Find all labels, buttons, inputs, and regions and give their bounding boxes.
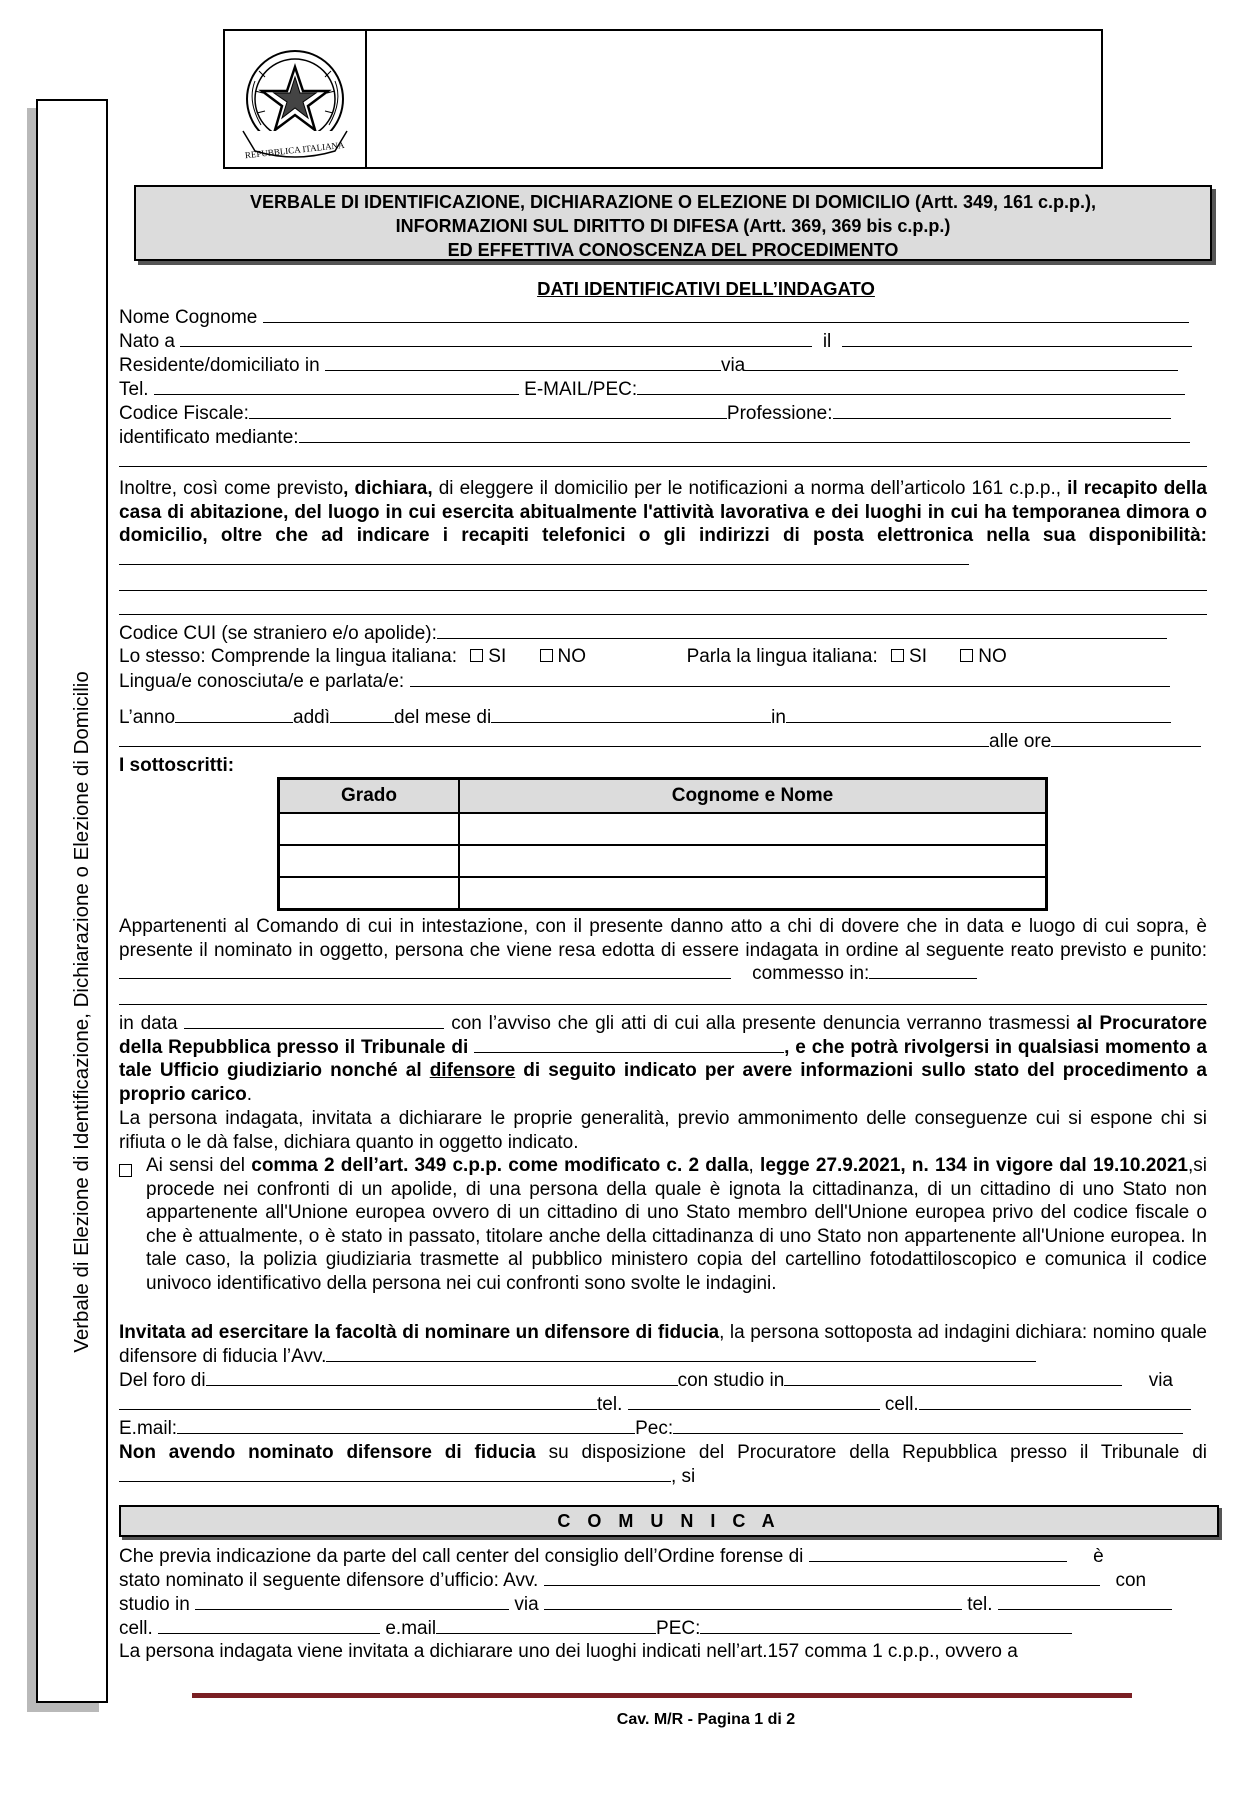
lingue-field[interactable] — [410, 670, 1170, 687]
non-nominato-paragraph: Non avendo nominato difensore di fiducia su disposizione del Procuratore della Repubblica presso il Tribunale di , si — [119, 1442, 1207, 1487]
via-tel-row: tel. cell. — [119, 1393, 1207, 1416]
studio-ufficio-field[interactable] — [195, 1593, 509, 1610]
email-field[interactable] — [637, 378, 1185, 395]
pec-ufficio-field[interactable] — [700, 1617, 1072, 1634]
col-grado: Grado — [279, 779, 460, 814]
nomina-paragraph: Invitata ad esercitare la facoltà di nominare un difensore di fiducia, la persona sottoposta ad indagini dichiara: nomino quale difensore di fiducia l’Avv. — [119, 1322, 1207, 1367]
blank-line — [119, 574, 1207, 597]
blank-line — [119, 988, 1207, 1011]
cf-field[interactable] — [249, 402, 727, 419]
comunica-row-3: studio in via tel. — [119, 1593, 1207, 1616]
header-box — [223, 29, 1103, 169]
document-title-box — [134, 185, 1212, 261]
domicilio-field[interactable] — [119, 548, 969, 565]
studio-field[interactable] — [784, 1369, 1122, 1386]
via-field[interactable] — [119, 1393, 597, 1410]
luogo-field[interactable] — [786, 706, 1171, 723]
data-avviso-field[interactable] — [184, 1012, 444, 1029]
blank-line — [119, 450, 1207, 473]
blank-line — [119, 598, 1207, 621]
comunica-row-4: cell. e.mail PEC: — [119, 1617, 1207, 1640]
identificato-field-2[interactable] — [119, 450, 1207, 467]
parla-no-checkbox[interactable] — [960, 649, 973, 662]
residente-via-field[interactable] — [745, 354, 1178, 371]
comunica-row-2: stato nominato il seguente difensore d’ufficio: Avv. con — [119, 1570, 1147, 1591]
via-ufficio-field[interactable] — [544, 1593, 962, 1610]
comunica-row-5: La persona indagata viene invitata a dichiarare uno dei luoghi indicati nell’art.157 comma 1 c.p.p., ovvero a — [119, 1641, 1018, 1662]
parla-si-checkbox[interactable] — [891, 649, 904, 662]
nome-row: Nome Cognome — [119, 306, 1207, 329]
nome-cell[interactable] — [459, 845, 1047, 877]
avv-fiducia-field[interactable] — [326, 1345, 1036, 1362]
emblem-cell — [225, 31, 367, 167]
reato-field[interactable] — [119, 962, 731, 979]
sottoscritti-table — [277, 777, 1048, 911]
tribunale-ufficio-field[interactable] — [119, 1465, 671, 1482]
tel-row: Tel. E-MAIL/PEC: — [119, 378, 1207, 401]
avviso-paragraph: in data con l’avviso che gli atti di cui alla presente denuncia verranno trasmessi al Procuratore della Repubblica presso il Tribunale di , e che potrà rivolgersi in qualsiasi momento a tale Ufficio giudiziario nonché al difensore di seguito indicato per avere informazioni sullo stato del procedimento a proprio carico. — [119, 1013, 1208, 1105]
email-pec-row: E.mail: Pec: — [119, 1417, 1207, 1440]
residente-field[interactable] — [325, 354, 721, 371]
commesso-field[interactable] — [869, 962, 977, 979]
nato-field[interactable] — [180, 330, 812, 347]
domicilio-field-2[interactable] — [119, 574, 1207, 591]
mese-field[interactable] — [491, 706, 771, 723]
comunica-heading: C O M U N I C A — [119, 1505, 1219, 1537]
cell-ufficio-field[interactable] — [158, 1617, 380, 1634]
footer-rule — [192, 1693, 1132, 1698]
ordine-field[interactable] — [809, 1545, 1067, 1562]
tribunale-field[interactable] — [474, 1036, 784, 1053]
sottoscritti-label: I sottoscritti: — [119, 755, 235, 776]
identificato-row: identificato mediante: — [119, 426, 1207, 449]
nato-il-field[interactable] — [842, 330, 1192, 347]
emblem-ribbon-text: REPUBBLICA ITALIANA — [244, 139, 345, 161]
cui-row: Codice CUI (se straniero e/o apolide): — [119, 622, 1207, 645]
tel-ufficio-field[interactable] — [998, 1593, 1172, 1610]
title-line-2: INFORMAZIONI SUL DIRITTO DI DIFESA (Artt. 369, 369 bis c.p.p.) — [395, 216, 951, 236]
grado-cell[interactable] — [279, 845, 460, 877]
lingue-row: Lingua/e conosciuta/e e parlata/e: — [119, 670, 1207, 693]
email-difensore-field[interactable] — [177, 1417, 635, 1434]
nome-cell[interactable] — [459, 877, 1047, 910]
cell-difensore-field[interactable] — [919, 1393, 1191, 1410]
col-cognome-nome: Cognome e Nome — [459, 779, 1047, 814]
foro-row: Del foro di con studio in via — [119, 1370, 1173, 1391]
table-row — [279, 845, 1047, 877]
cui-field[interactable] — [437, 622, 1167, 639]
identificato-field[interactable] — [299, 426, 1190, 443]
foro-field[interactable] — [206, 1369, 678, 1386]
comunica-row-1: Che previa indicazione da parte del call center del consiglio dell’Ordine forense di è — [119, 1546, 1104, 1567]
anno-field[interactable] — [175, 706, 293, 723]
cf-row: Codice Fiscale: Professione: — [119, 402, 1207, 425]
domicilio-paragraph: Inoltre, così come previsto, dichiara, di eleggere il domicilio per le notificazioni a norma dell’articolo 161 c.p.p., il recapito della casa di abitazione, del luogo in cui esercita abitualmente l'attività lavorativa e dei luoghi in cui ha temporanea dimora o domicilio, oltre che ad indicare i recapiti telefonici o gli indirizzi di posta elettronica nella sua disponibilità: — [119, 477, 1207, 571]
lingua-row: Lo stesso: Comprende la lingua italiana: SI NO Parla la lingua italiana: SI NO — [119, 646, 1007, 667]
ammonimento-paragraph: La persona indagata, invitata a dichiarare le proprie generalità, previo ammonimento delle conseguenze cui si espone chi si rifiuta o le dà false, dichiara quanto in oggetto indicato. — [119, 1108, 1207, 1153]
tel-field[interactable] — [154, 378, 519, 395]
comma-checkbox[interactable] — [119, 1160, 132, 1184]
commesso-field-2[interactable] — [119, 988, 1207, 1005]
table-row — [279, 813, 1047, 845]
data-row: L’anno addì del mese di in — [119, 706, 1207, 729]
email-ufficio-field[interactable] — [436, 1617, 656, 1634]
ore-row: alle ore — [119, 730, 1207, 753]
nato-row: Nato a il — [119, 330, 1207, 353]
nome-cell[interactable] — [459, 813, 1047, 845]
title-line-3: ED EFFETTIVA CONOSCENZA DEL PROCEDIMENTO — [447, 240, 899, 260]
side-vertical-title: Verbale di Elezione di Identificazione, Dichiarazione o Elezione di Domicilio — [70, 671, 93, 1353]
professione-field[interactable] — [833, 402, 1171, 419]
tel-difensore-field[interactable] — [628, 1393, 880, 1410]
avv-ufficio-field[interactable] — [544, 1569, 1100, 1586]
dati-heading: DATI IDENTIFICATIVI DELL’INDAGATO — [537, 278, 875, 299]
grado-cell[interactable] — [279, 813, 460, 845]
comprende-si-checkbox[interactable] — [470, 649, 483, 662]
page-footer: Cav. M/R - Pagina 1 di 2 — [616, 1711, 796, 1728]
luogo-field-2[interactable] — [119, 730, 989, 747]
ore-field[interactable] — [1051, 730, 1201, 747]
table-row — [279, 877, 1047, 910]
appartenenti-paragraph: Appartenenti al Comando di cui in intestazione, con il presente danno atto a chi di dovere che in data e luogo di cui sopra, è presente il nominato in oggetto, persona che viene resa edotta di essere indagata in ordine al seguente reato previsto e punito: commesso in: — [119, 916, 1207, 985]
pec-difensore-field[interactable] — [673, 1417, 1183, 1434]
comprende-no-checkbox[interactable] — [540, 649, 553, 662]
nome-field[interactable] — [263, 306, 1189, 323]
republic-emblem-icon — [225, 31, 365, 167]
domicilio-field-3[interactable] — [119, 598, 1207, 615]
grado-cell[interactable] — [279, 877, 460, 910]
title-line-1: VERBALE DI IDENTIFICAZIONE, DICHIARAZIONE O ELEZIONE DI DOMICILIO (Artt. 349, 161 c.p.p.), — [249, 192, 1097, 212]
comma-paragraph: Ai sensi del comma 2 dell’art. 349 c.p.p. come modificato c. 2 dalla, legge 27.9.2021, n. 134 in vigore dal 19.10.2021,si procede nei confronti di un apolide, di una persona della quale è ignota la cittadinanza, di un cittadino di uno Stato non appartenente all'Unione europea ovvero di un cittadino di uno Stato membro dell'Unione europea privo del codice fiscale o che è attualmente, o è stato in passato, titolare anche della cittadinanza di uno Stato non appartenente all'Unione europea. In tale caso, la polizia giudiziaria trasmette al pubblico ministero copia del cartellino fotodattiloscopico e comunica il codice univoco identificativo della persona nei cui confronti sono svolte le indagini. — [119, 1154, 1207, 1296]
addi-field[interactable] — [330, 706, 394, 723]
residente-row: Residente/domiciliato in via — [119, 354, 1207, 377]
